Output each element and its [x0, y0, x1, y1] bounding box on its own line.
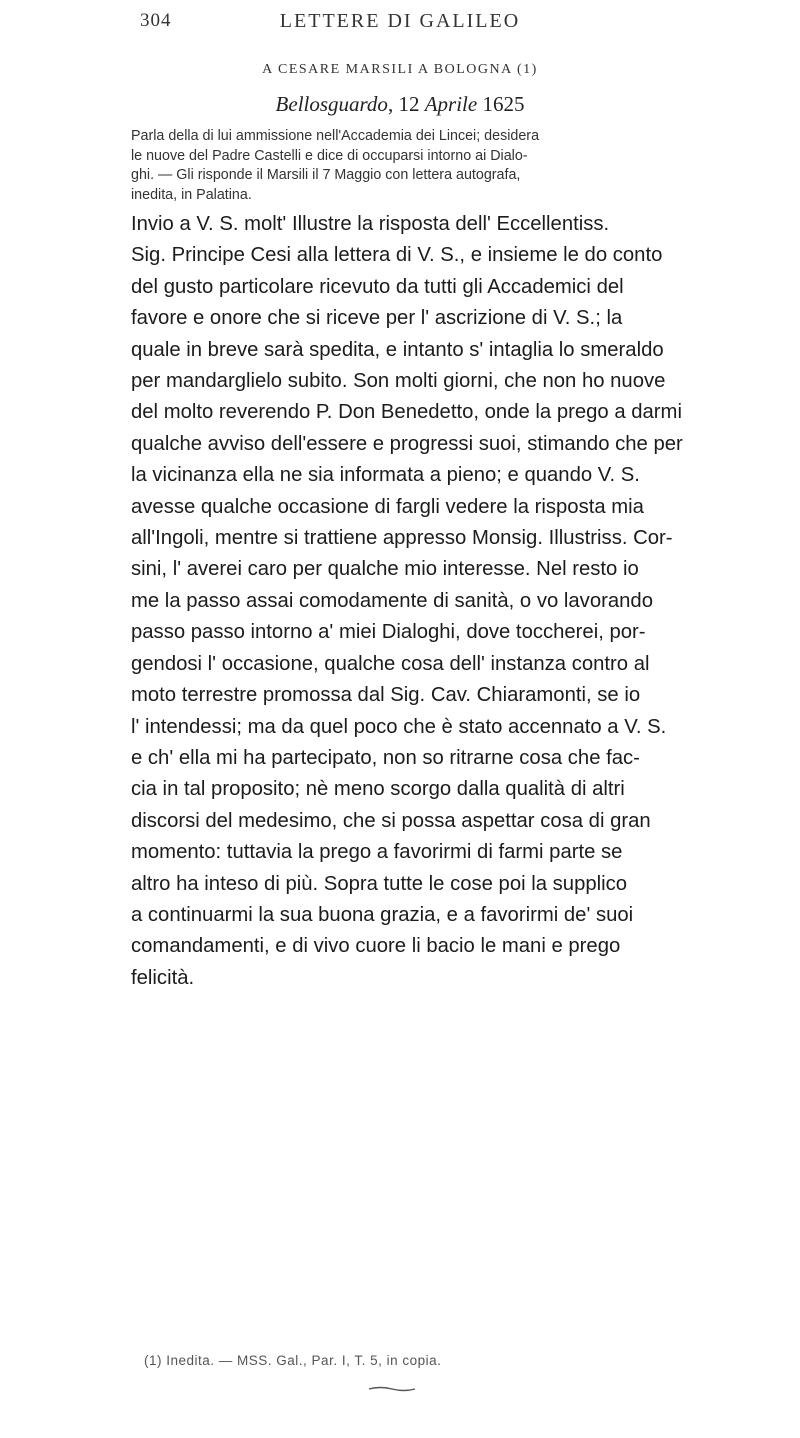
summary-line: inedita, in Palatina.: [131, 186, 252, 203]
body-line: altro ha inteso di più. Sopra tutte le cose poi la supplico: [131, 872, 628, 895]
body-line: discorsi del medesimo, che si possa aspettar cosa di gran: [131, 809, 651, 832]
body-line: avesse qualche occasione di fargli vedere la risposta mia: [131, 495, 644, 518]
body-line: l' intendessi; ma da quel poco che è stato accennato a V. S.: [131, 715, 667, 738]
end-ornament-icon: [368, 1385, 416, 1393]
body-line: sini, l' averei caro per qualche mio interesse. Nel resto io: [131, 558, 639, 581]
body-line: passo passo intorno a' miei Dialoghi, dove toccherei, por-: [131, 621, 646, 644]
body-line: moto terrestre promossa dal Sig. Cav. Chiaramonti, se io: [131, 684, 641, 707]
letter-body: [131, 209, 683, 994]
body-line: e ch' ella mi ha partecipato, non so ritrarne cosa che fac-: [131, 746, 640, 769]
dateline-year: 1625: [482, 92, 525, 116]
body-line: qualche avviso dell'essere e progressi suoi, stimando che per: [131, 432, 683, 455]
body-line: cia in tal proposito; nè meno scorgo dalla qualità di altri: [131, 778, 625, 801]
dateline-separator: ,: [387, 92, 399, 116]
dateline: [0, 92, 800, 117]
body-line: del molto reverendo P. Don Benedetto, onde la prego a darmi: [131, 401, 682, 424]
body-line: comandamenti, e di vivo cuore li bacio le mani e prego: [131, 935, 621, 958]
body-line: all'Ingoli, mentre si trattiene appresso Monsig. Illustriss. Cor-: [131, 527, 673, 550]
dateline-month: Aprile: [424, 92, 478, 116]
letter-heading: A CESARE MARSILI A BOLOGNA (1): [262, 62, 538, 77]
body-line: Invio a V. S. molt' Illustre la risposta dell' Eccellentiss.: [131, 213, 610, 235]
dateline-day: 12: [398, 92, 420, 116]
body-line: Sig. Principe Cesi alla lettera di V. S., e insieme le do conto: [131, 244, 663, 267]
body-line: la vicinanza ella ne sia informata a pieno; e quando V. S.: [131, 464, 640, 487]
running-title: LETTERE DI GALILEO: [279, 10, 521, 32]
body-line: a continuarmi la sua buona grazia, e a favorirmi de' suoi: [131, 903, 634, 926]
letter-summary: [131, 127, 662, 205]
footnote: (1) Inedita. — MSS. Gal., Par. I, T. 5, in copia.: [144, 1353, 442, 1368]
body-line: del gusto particolare ricevuto da tutti gli Accademici del: [131, 275, 624, 298]
body-line: momento: tuttavia la prego a favorirmi di farmi parte se: [131, 841, 623, 864]
body-line: favore e onore che si riceve per l' ascrizione di V. S.; la: [131, 307, 623, 330]
body-line: quale in breve sarà spedita, e intanto s' intaglia lo smeraldo: [131, 338, 664, 361]
summary-line: le nuove del Padre Castelli e dice di occuparsi intorno ai Dialo-: [131, 147, 528, 164]
summary-line: Parla della di lui ammissione nell'Accademia dei Lincei; desidera: [131, 128, 540, 144]
page-number: 304: [140, 10, 172, 31]
body-line: me la passo assai comodamente di sanità, o vo lavorando: [131, 589, 653, 612]
summary-line: ghi. — Gli risponde il Marsili il 7 Maggio con lettera autografa,: [131, 167, 521, 184]
body-line: per mandarglielo subito. Son molti giorni, che non ho nuove: [131, 370, 666, 393]
body-line: felicità.: [131, 966, 195, 989]
body-line: gendosi l' occasione, qualche cosa dell' instanza contro al: [131, 652, 650, 675]
dateline-place: Bellosguardo: [275, 92, 388, 116]
